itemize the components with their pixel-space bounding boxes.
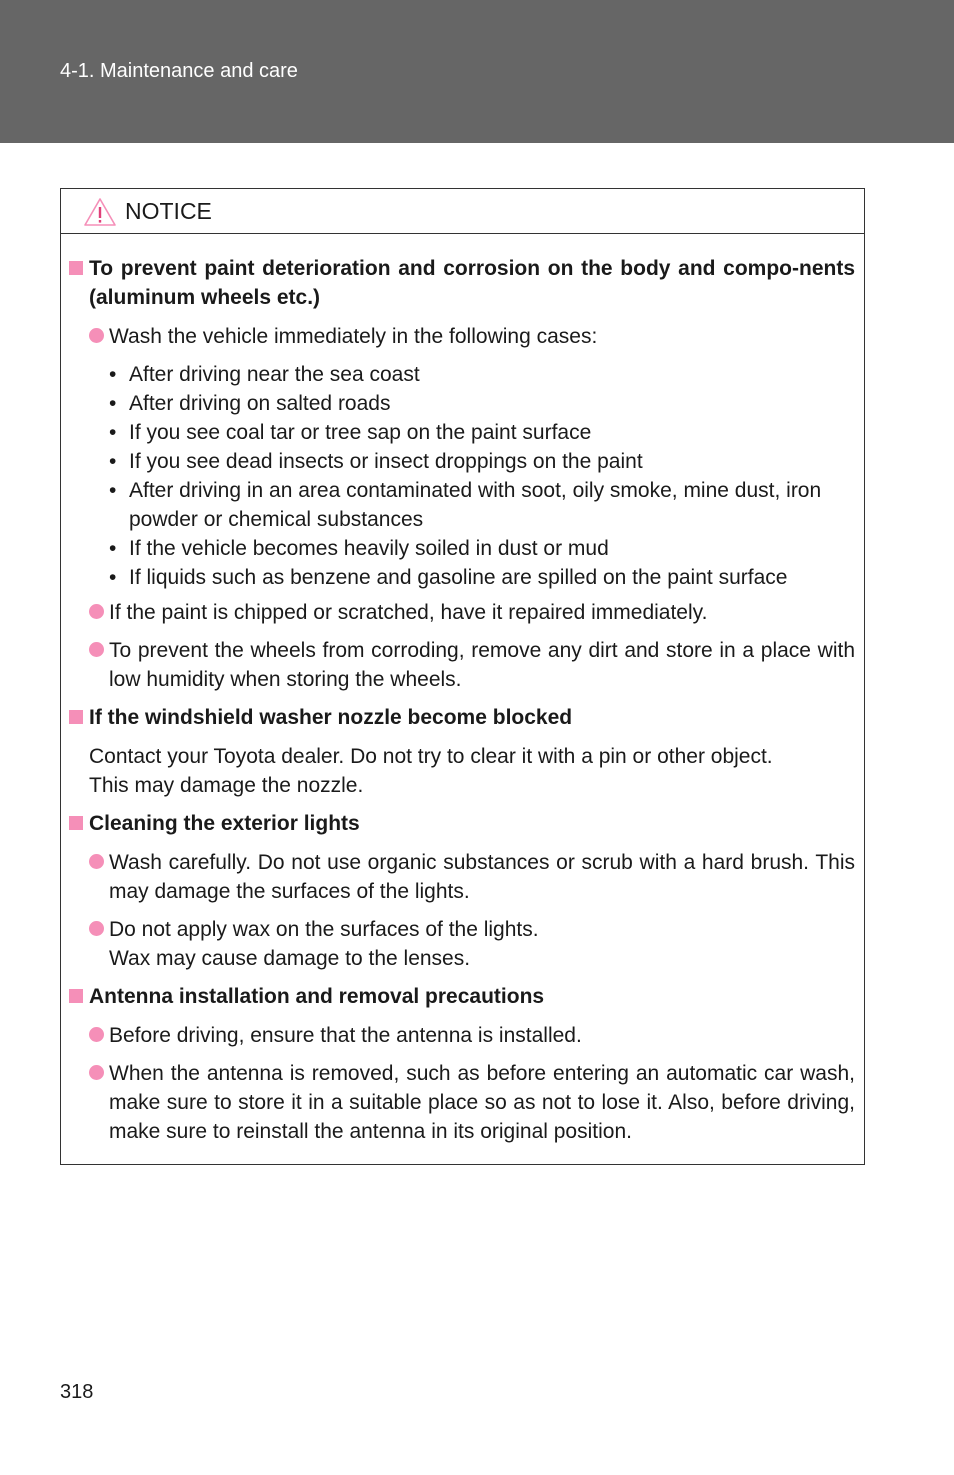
square-bullet-icon <box>69 989 83 1003</box>
warning-triangle-icon <box>83 197 117 227</box>
sub-list-item: • After driving in an area contaminated with soot, oily smoke, mine dust, iron powder or chemical substances <box>109 479 822 531</box>
section-label: 4-1. Maintenance and care <box>60 60 298 82</box>
header-bar <box>0 0 954 143</box>
list-item: Before driving, ensure that the antenna is installed. <box>89 1021 855 1050</box>
list-item: To prevent the wheels from corroding, remove any dirt and store in a place with low humidity when storing the wheels. <box>89 636 855 694</box>
sub-list-item: • After driving on salted roads <box>109 392 391 415</box>
notice-header <box>61 189 864 234</box>
page-number: 318 <box>60 1381 94 1403</box>
list-item: Wash carefully. Do not use organic substances or scrub with a hard brush. This may damage the surfaces of the lights. <box>89 848 855 906</box>
circle-bullet-icon <box>89 854 104 869</box>
circle-bullet-icon <box>89 328 104 343</box>
notice-title: NOTICE <box>125 198 212 224</box>
wash-cases-list <box>109 360 855 592</box>
notice-content <box>61 234 864 1146</box>
section-heading: Cleaning the exterior lights <box>68 809 855 838</box>
sub-list-item: • If you see coal tar or tree sap on the paint surface <box>109 421 592 444</box>
notice-box <box>60 188 865 1165</box>
list-item: If the paint is chipped or scratched, have it repaired immediately. <box>89 598 855 627</box>
sub-list-item: • If you see dead insects or insect droppings on the paint <box>109 450 643 473</box>
list-item: Do not apply wax on the surfaces of the lights. Wax may cause damage to the lenses. <box>89 915 855 973</box>
list-item: Wash the vehicle immediately in the following cases: <box>89 322 855 351</box>
square-bullet-icon <box>69 710 83 724</box>
section-heading: If the windshield washer nozzle become blocked <box>68 703 855 732</box>
section-body: Contact your Toyota dealer. Do not try to clear it with a pin or other object. This may damage the nozzle. <box>89 745 773 797</box>
circle-bullet-icon <box>89 1065 104 1080</box>
circle-bullet-icon <box>89 1027 104 1042</box>
circle-bullet-icon <box>89 921 104 936</box>
sub-list-item: • If the vehicle becomes heavily soiled in dust or mud <box>109 537 609 560</box>
circle-bullet-icon <box>89 604 104 619</box>
list-item: When the antenna is removed, such as before entering an automatic car wash, make sure to store it in a suitable place so as not to lose it. Also, before driving, make sure to reinstall the antenna in its original position. <box>89 1059 855 1146</box>
square-bullet-icon <box>69 816 83 830</box>
square-bullet-icon <box>69 261 83 275</box>
sub-list-item: • If liquids such as benzene and gasoline are spilled on the paint surface <box>109 566 788 589</box>
section-heading: Antenna installation and removal precautions <box>68 982 855 1011</box>
circle-bullet-icon <box>89 642 104 657</box>
sub-list-item: • After driving near the sea coast <box>109 363 420 386</box>
section-heading: To prevent paint deterioration and corrosion on the body and compo-nents (aluminum wheels etc.) <box>68 254 855 312</box>
